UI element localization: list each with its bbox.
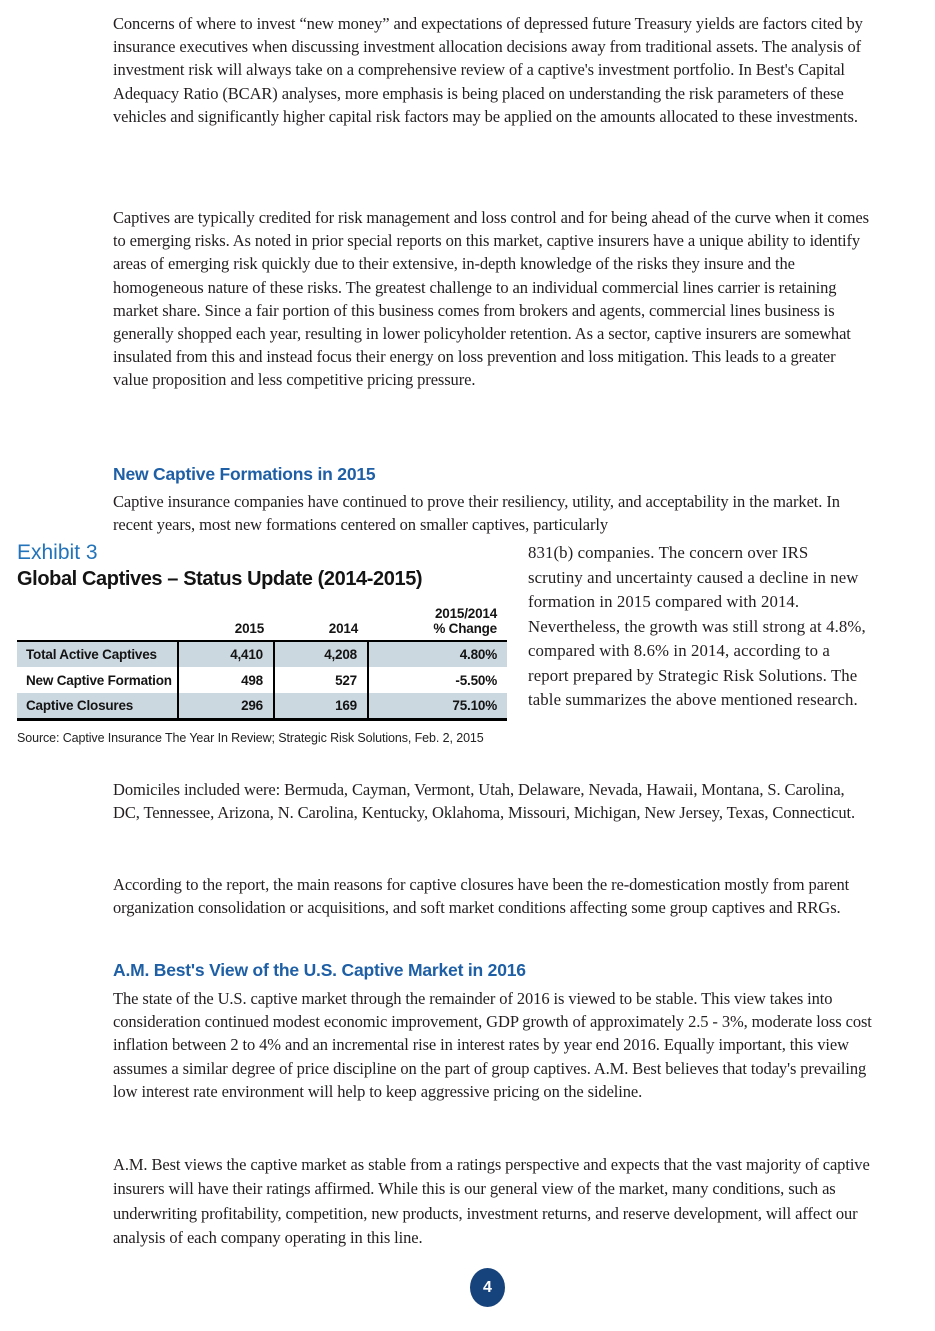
paragraph-market-state: The state of the U.S. captive market through the remainder of 2016 is viewed to be stable. This view takes into consideration continued modest economic improvement, GDP growth of approximately 2.5 - 3%, moderate loss cost inflation between 2 to 4% and an incremental rise in interest rates by year end 2016. Equally important, this view assumes a similar degree of price discipline on the part of group captives. A.M. Best believes that today's prevailing low interest rate environment will help to keep aggressive pricing on the sideline. <box>113 989 872 1101</box>
header-2015: 2015 <box>234 621 264 636</box>
paragraph-captives-credited: Captives are typically credited for risk management and loss control and for being ahead of the curve when it comes to emerging risks. As noted in prior special reports on this market, captive insurers have a unique ability to identify areas of emerging risk quickly due to their extensive, in-depth knowledge of the risks they insure and the homogeneous nature of these risks. The greatest challenge to an individual commercial lines carrier is retaining market share. Since a fair portion of this business comes from brokers and agents, commercial lines business is generally shopped each year, resulting in lower policyholder retention. As a sector, captive insurers are somewhat insulated from this and instead focus their energy on loss prevention and loss mitigation. This leads to a greater value proposition and less competitive pricing pressure. <box>113 208 869 390</box>
heading-am-best-view: A.M. Best's View of the U.S. Captive Market in 2016 <box>113 960 526 980</box>
paragraph-closure-reasons: According to the report, the main reasons for captive closures have been the re-domestication mostly from parent organization consolidation or acquisitions, and soft market conditions affecting some group captives and RRGs. <box>113 875 850 918</box>
cell-change: -5.50% <box>368 667 507 693</box>
header-pct-change <box>368 606 507 641</box>
page-number-badge <box>470 1268 505 1307</box>
row-label: New Captive Formation <box>26 672 172 688</box>
paragraph-investment-concerns: Concerns of where to invest “new money” and expectations of depressed future Treasury yields are factors cited by insurance executives when discussing investment allocation decisions away from traditional assets. The analysis of investment risk will always take on a comprehensive review of a captive's investment portfolio. In Best's Capital Adequacy Ratio (BCAR) analyses, more emphasis is being placed on understanding the risk parameters of these vehicles and significantly higher capital risk factors may be applied on the amounts allocated to these investments. <box>113 14 863 126</box>
cell-change: 4.80% <box>368 641 507 667</box>
exhibit-title: Global Captives – Status Update (2014-2015) <box>17 568 423 590</box>
cell-2014: 4,208 <box>274 641 368 667</box>
cell-2014: 527 <box>274 667 368 693</box>
exhibit-source: Source: Captive Insurance The Year In Review; Strategic Risk Solutions, Feb. 2, 2015 <box>17 730 484 745</box>
exhibit-3 <box>17 541 509 745</box>
header-2014: 2014 <box>328 621 358 636</box>
table-row <box>17 693 507 719</box>
header-pct-change-line2: % Change <box>433 621 497 636</box>
cell-2015: 296 <box>178 693 274 719</box>
cell-2014: 169 <box>274 693 368 719</box>
cell-2015: 4,410 <box>178 641 274 667</box>
exhibit-table <box>17 606 507 721</box>
row-label: Total Active Captives <box>26 647 157 662</box>
header-empty <box>17 606 178 641</box>
row-label: Captive Closures <box>26 697 134 713</box>
paragraph-domiciles: Domiciles included were: Bermuda, Cayman, Vermont, Utah, Delaware, Nevada, Hawaii, Montana, S. Carolina, DC, Tennessee, Arizona, N. Carolina, Kentucky, Oklahoma, Missouri, Michigan, New Jersey, Texas, Connecticut. <box>113 780 856 823</box>
paragraph-formations-intro: Captive insurance companies have continued to prove their resiliency, utility, and acceptability in the market. In recent years, most new formations centered on smaller captives, particularly <box>113 492 840 535</box>
header-pct-change-line1: 2015/2014 <box>434 606 497 621</box>
paragraph-formations-right-column: 831(b) companies. The concern over IRS scrutiny and uncertainty caused a decline in new formation in 2015 compared with 2014. Nevertheless, the growth was still strong at 4.8%, compared with 8.6% in 2014, according to a report prepared by Strategic Risk Solutions. The table summarizes the above mentioned research. <box>528 543 866 709</box>
cell-change: 75.10% <box>368 693 507 719</box>
paragraph-ratings-view: A.M. Best views the captive market as stable from a ratings perspective and expects that the vast majority of captive insurers will have their ratings affirmed. While this is our general view of the market, many conditions, such as underwriting profitability, competition, new products, investment returns, and reserve development, will affect our analysis of each company operating in this line. <box>113 1155 870 1247</box>
exhibit-table-header <box>17 606 507 641</box>
heading-new-captive-formations: New Captive Formations in 2015 <box>113 464 376 484</box>
exhibit-label: Exhibit 3 <box>17 541 98 564</box>
page-number: 4 <box>483 1278 492 1296</box>
table-row <box>17 641 507 667</box>
cell-2015: 498 <box>178 667 274 693</box>
table-row <box>17 667 507 693</box>
